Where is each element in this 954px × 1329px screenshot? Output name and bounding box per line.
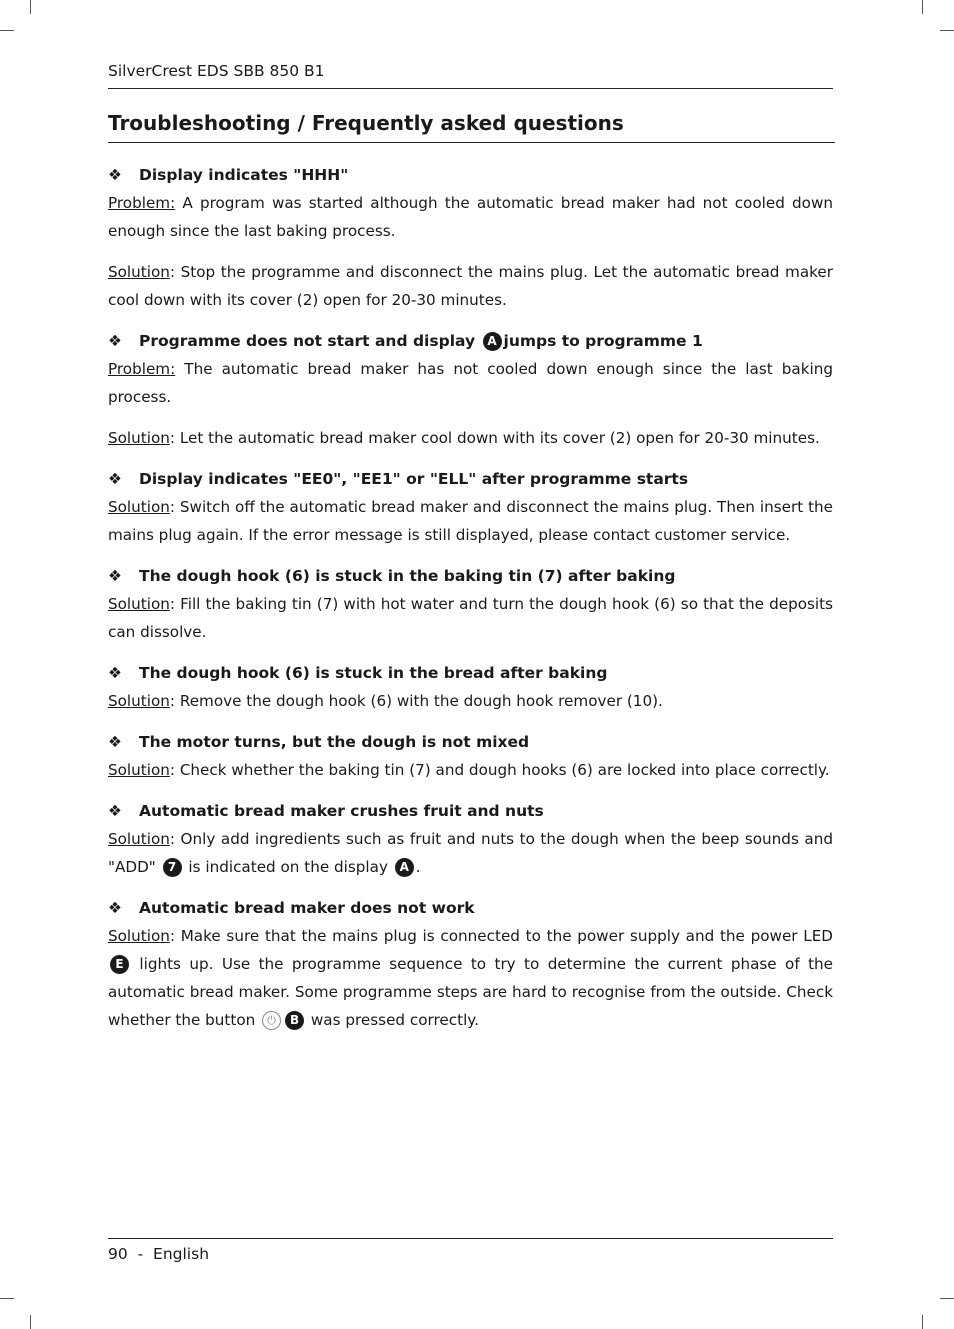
problem-paragraph: Problem: A program was started although the automatic bread maker had not cooled down enough since the last baking process. bbox=[108, 194, 833, 240]
faq-section bbox=[108, 797, 833, 881]
bullet-icon: ❖ bbox=[108, 567, 122, 585]
solution-paragraph: Solution: Let the automatic bread maker cool down with its cover (2) open for 20-30 minutes. bbox=[108, 429, 820, 447]
solution-paragraph: Solution: Make sure that the mains plug is connected to the power supply and the power LED E lights up. Use the programme sequence to try to determine the current phase of the automatic bread maker. Some programme steps are hard to recognise from the outside. Check whether the button ⏻ B was pressed correctly. bbox=[108, 927, 833, 1029]
header-doc-title: SilverCrest EDS SBB 850 B1 bbox=[108, 62, 325, 80]
crop-mark bbox=[940, 1298, 954, 1299]
bullet-icon: ❖ bbox=[108, 733, 122, 751]
display-a-icon: A bbox=[395, 858, 414, 877]
solution-paragraph: Solution: Check whether the baking tin (7) and dough hooks (6) are locked into place correctly. bbox=[108, 761, 830, 779]
solution-label: Solution bbox=[108, 927, 170, 945]
solution-label: Solution bbox=[108, 692, 170, 710]
add-7-icon: 7 bbox=[163, 858, 182, 877]
bullet-icon: ❖ bbox=[108, 664, 122, 682]
bullet-icon: ❖ bbox=[108, 332, 122, 350]
bullet-icon: ❖ bbox=[108, 166, 122, 184]
button-b-icon: B bbox=[285, 1011, 304, 1030]
problem-paragraph: Problem: The automatic bread maker has not cooled down enough since the last baking process. bbox=[108, 360, 833, 406]
page-title: Troubleshooting / Frequently asked questions bbox=[108, 111, 835, 143]
faq-section bbox=[108, 728, 833, 784]
section-heading: ❖ Display indicates "EE0", "EE1" or "ELL" after programme starts bbox=[108, 465, 833, 493]
page-number: 90 bbox=[108, 1245, 128, 1263]
bullet-icon: ❖ bbox=[108, 802, 122, 820]
solution-label: Solution bbox=[108, 429, 170, 447]
solution-paragraph: Solution: Fill the baking tin (7) with hot water and turn the dough hook (6) so that the deposits can dissolve. bbox=[108, 595, 833, 641]
section-heading: ❖ The motor turns, but the dough is not mixed bbox=[108, 728, 833, 756]
footer-separator: - bbox=[137, 1245, 144, 1263]
solution-paragraph: Solution: Switch off the automatic bread maker and disconnect the mains plug. Then insert the mains plug again. If the error message is still displayed, please contact customer service. bbox=[108, 498, 833, 544]
faq-content bbox=[108, 161, 833, 1047]
solution-label: Solution bbox=[108, 761, 170, 779]
problem-label: Problem: bbox=[108, 360, 176, 378]
solution-paragraph: Solution: Remove the dough hook (6) with the dough hook remover (10). bbox=[108, 692, 663, 710]
section-heading: ❖ The dough hook (6) is stuck in the bread after baking bbox=[108, 659, 833, 687]
power-led-e-icon: E bbox=[110, 955, 129, 974]
section-heading: ❖ Automatic bread maker does not work bbox=[108, 894, 833, 922]
crop-mark bbox=[30, 1315, 31, 1329]
solution-paragraph: Solution: Stop the programme and disconnect the mains plug. Let the automatic bread maker cool down with its cover (2) open for 20-30 minutes. bbox=[108, 263, 833, 309]
section-heading: ❖ Programme does not start and display A jumps to programme 1 bbox=[108, 327, 833, 355]
problem-label: Problem: bbox=[108, 194, 176, 212]
faq-section bbox=[108, 327, 833, 452]
crop-mark bbox=[940, 30, 954, 31]
section-heading: ❖ Automatic bread maker crushes fruit and nuts bbox=[108, 797, 833, 825]
crop-mark bbox=[922, 0, 923, 14]
display-a-icon: A bbox=[483, 332, 502, 351]
faq-section bbox=[108, 465, 833, 549]
faq-section bbox=[108, 894, 833, 1034]
footer-language: English bbox=[153, 1245, 210, 1263]
power-button-icon: ⏻ bbox=[262, 1011, 281, 1030]
bullet-icon: ❖ bbox=[108, 470, 122, 488]
faq-section bbox=[108, 659, 833, 715]
crop-mark bbox=[30, 0, 31, 14]
crop-mark bbox=[0, 30, 14, 31]
crop-mark bbox=[922, 1315, 923, 1329]
faq-section bbox=[108, 562, 833, 646]
solution-label: Solution bbox=[108, 498, 170, 516]
running-header bbox=[108, 62, 833, 89]
running-footer bbox=[108, 1238, 833, 1263]
solution-paragraph: Solution: Only add ingredients such as fruit and nuts to the dough when the beep sounds and "ADD" 7 is indicated on the display A . bbox=[108, 830, 833, 876]
bullet-icon: ❖ bbox=[108, 899, 122, 917]
crop-mark bbox=[0, 1298, 14, 1299]
solution-label: Solution bbox=[108, 263, 170, 281]
faq-section bbox=[108, 161, 833, 314]
section-heading: ❖ The dough hook (6) is stuck in the baking tin (7) after baking bbox=[108, 562, 833, 590]
solution-label: Solution bbox=[108, 830, 170, 848]
section-heading: ❖ Display indicates "HHH" bbox=[108, 161, 833, 189]
solution-label: Solution bbox=[108, 595, 170, 613]
